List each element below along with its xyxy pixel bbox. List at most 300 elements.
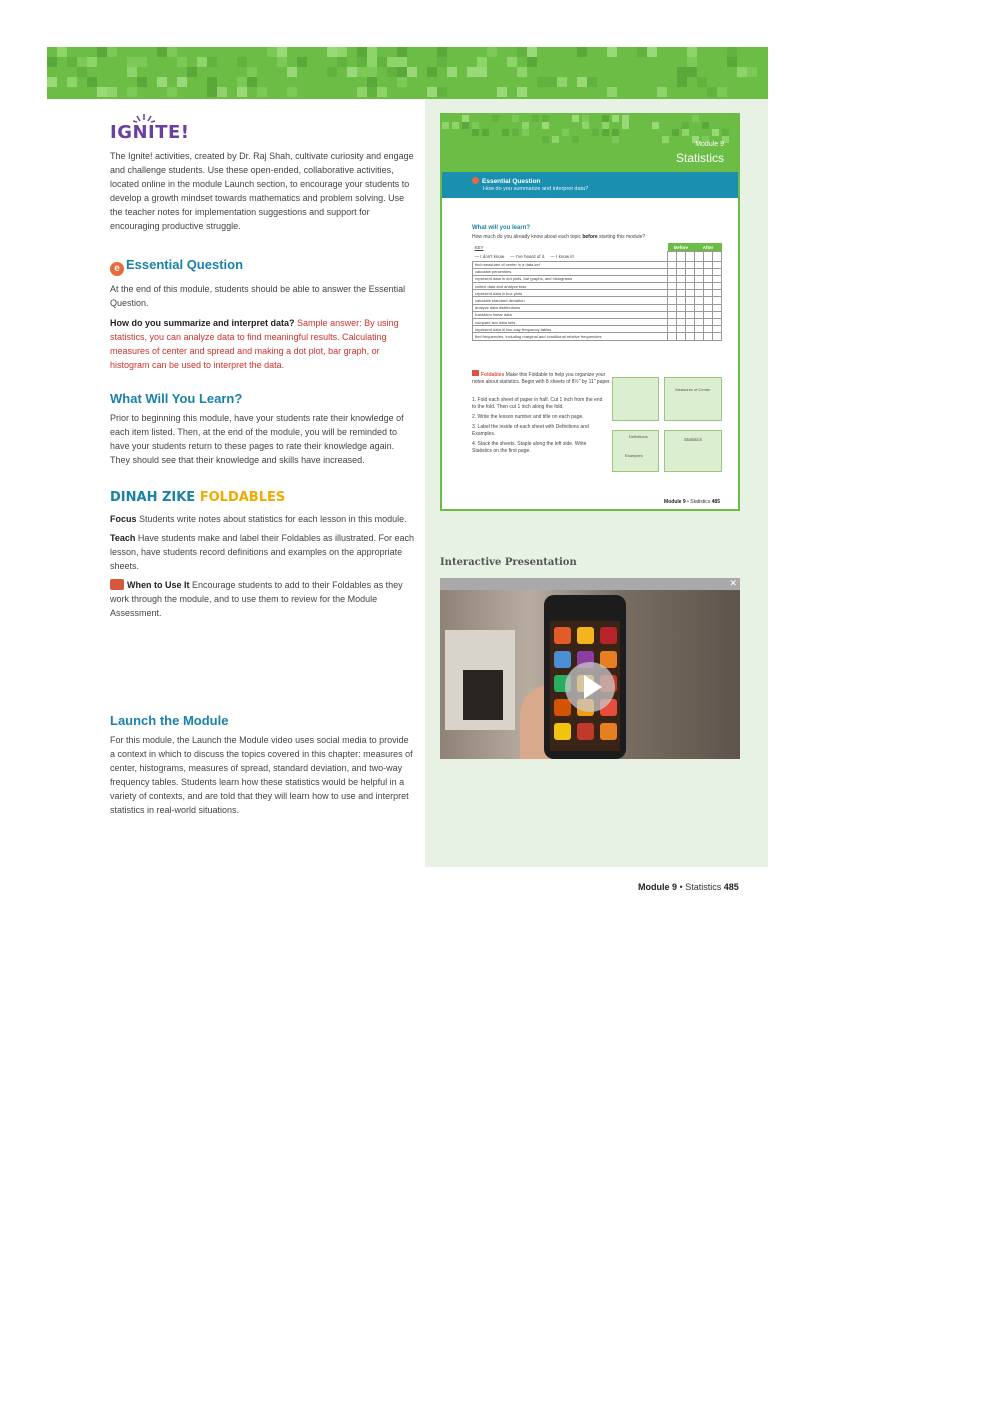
- banner-pixel: [327, 47, 337, 57]
- rating-cell[interactable]: [704, 311, 713, 318]
- rating-cell[interactable]: [677, 290, 686, 297]
- banner-pixel: [377, 57, 387, 67]
- banner-pixel: [77, 67, 87, 77]
- banner-pixel: [727, 47, 737, 57]
- banner-pixel: [247, 77, 257, 87]
- banner-pixel: [357, 57, 367, 67]
- thumb-banner-pixel: [612, 129, 619, 136]
- launch-module-heading: Launch the Module: [110, 713, 229, 728]
- rating-cell[interactable]: [668, 319, 677, 326]
- banner-pixel: [107, 87, 117, 97]
- thumb-banner-pixel: [652, 122, 659, 129]
- rating-cell[interactable]: [695, 326, 704, 333]
- thumb-banner-pixel: [672, 129, 679, 136]
- thumb-banner-pixel: [572, 115, 579, 122]
- app-icon: [600, 627, 617, 644]
- app-icon: [577, 723, 594, 740]
- thumb-banner-pixel: [662, 136, 669, 143]
- knowledge-row-label: transform linear data: [473, 311, 668, 318]
- rating-cell[interactable]: [686, 290, 695, 297]
- banner-pixel: [427, 87, 437, 97]
- thumbnail-footer: Module 9 • Statistics 485: [664, 499, 720, 505]
- rating-cell[interactable]: [704, 290, 713, 297]
- banner-pixel: [197, 57, 207, 67]
- rating-cell[interactable]: [704, 275, 713, 282]
- banner-pixel: [237, 57, 247, 67]
- knowledge-row-label: analyze data distributions: [473, 304, 668, 311]
- knowledge-row: [473, 290, 722, 297]
- rating-cell[interactable]: [695, 297, 704, 304]
- rating-cell[interactable]: [695, 311, 704, 318]
- banner-pixel: [587, 77, 597, 87]
- rating-cell[interactable]: [704, 261, 713, 268]
- banner-pixel: [167, 47, 177, 57]
- banner-pixel: [97, 87, 107, 97]
- key-legend: — I don't know. — I've heard of it. — I know it!: [474, 253, 574, 259]
- banner-pixel: [437, 87, 447, 97]
- rating-cell[interactable]: [668, 326, 677, 333]
- knowledge-row: [473, 268, 722, 275]
- banner-pixel: [57, 47, 67, 57]
- knowledge-row: [473, 326, 722, 333]
- rating-cell[interactable]: [713, 268, 722, 275]
- rating-cell[interactable]: [677, 311, 686, 318]
- thumb-banner-pixel: [542, 136, 549, 143]
- thumbnail-title: Statistics: [675, 151, 724, 165]
- banner-pixel: [727, 57, 737, 67]
- rating-cell[interactable]: [704, 319, 713, 326]
- rating-cell[interactable]: [695, 319, 704, 326]
- app-icon: [554, 651, 571, 668]
- knowledge-row: [473, 333, 722, 340]
- foldable-card-statistics-label: Statistics: [683, 437, 702, 442]
- banner-pixel: [407, 67, 417, 77]
- rating-cell[interactable]: [704, 326, 713, 333]
- banner-pixel: [97, 47, 107, 57]
- banner-pixel: [87, 57, 97, 67]
- banner-pixel: [187, 67, 197, 77]
- banner-pixel: [267, 47, 277, 57]
- knowledge-row-label: represent data in dot plots, bar graphs, and histograms: [473, 275, 668, 282]
- rating-cell[interactable]: [686, 275, 695, 282]
- rating-cell[interactable]: [677, 319, 686, 326]
- banner-pixel: [367, 57, 377, 67]
- banner-pixel: [517, 67, 527, 77]
- thumb-banner-pixel: [602, 129, 609, 136]
- foldables-book-icon: [110, 579, 124, 590]
- essential-question-intro: At the end of this module, students should be able to answer the Essential Question.: [110, 284, 406, 308]
- knowledge-row-label: find frequencies, including marginal and conditional relative frequencies: [473, 333, 668, 340]
- rating-cell[interactable]: [713, 304, 722, 311]
- close-icon[interactable]: ✕: [729, 578, 737, 588]
- knowledge-row: [473, 283, 722, 290]
- thumb-banner-pixel: [532, 115, 539, 122]
- thumbnail-foldables-icon: [472, 370, 479, 376]
- key-icon-cell: [713, 252, 722, 262]
- rating-cell[interactable]: [713, 333, 722, 340]
- thumb-banner-pixel: [462, 122, 469, 129]
- rating-cell[interactable]: [677, 283, 686, 290]
- banner-pixel: [687, 67, 697, 77]
- thumbnail-wwyl-heading: What will you learn?: [472, 225, 531, 231]
- rating-cell[interactable]: [677, 297, 686, 304]
- banner-pixel: [177, 77, 187, 87]
- rating-cell[interactable]: [677, 268, 686, 275]
- essential-question-text: How do you summarize and interpret data?: [110, 318, 295, 328]
- knowledge-row-label: compare two data sets: [473, 319, 668, 326]
- banner-pixel: [427, 67, 437, 77]
- thumb-banner-pixel: [592, 129, 599, 136]
- rating-cell[interactable]: [686, 319, 695, 326]
- banner-pixel: [497, 87, 507, 97]
- banner-pixel: [157, 77, 167, 87]
- foldable-illustration-4: [664, 430, 722, 472]
- rating-cell[interactable]: [668, 261, 677, 268]
- fireplace: [445, 630, 515, 730]
- what-will-you-learn-text: Prior to beginning this module, have your students rate their knowledge of each item listed. Then, at the end of the module, you will be reminded to have your students return to these pages to rate their knowledge again. They should see that their knowledge and skills have increased.: [110, 413, 404, 465]
- thumb-banner-pixel: [512, 129, 519, 136]
- banner-pixel: [447, 67, 457, 77]
- banner-pixel: [547, 77, 557, 87]
- banner-pixel: [87, 77, 97, 87]
- thumb-banner-pixel: [622, 115, 629, 122]
- banner-pixel: [647, 47, 657, 57]
- rating-cell[interactable]: [686, 333, 695, 340]
- banner-pixel: [367, 77, 377, 87]
- foldable-step: 2. Write the lesson number and title on each page.: [472, 414, 584, 420]
- rating-cell[interactable]: [668, 333, 677, 340]
- banner-pixel: [137, 77, 147, 87]
- key-label: KEY: [474, 244, 484, 250]
- banner-pixel: [687, 47, 697, 57]
- rating-cell[interactable]: [713, 290, 722, 297]
- app-icon: [554, 699, 571, 716]
- banner-pixel: [717, 87, 727, 97]
- sample-answer: Sample answer: By using statistics, you can analyze data to find meaningful results. Calculating measures of center and spread and making a dot plot, bar graph, or histogram can be used to interpret the data.: [110, 318, 399, 370]
- key-icon-cell: [695, 252, 704, 262]
- rating-cell[interactable]: [668, 275, 677, 282]
- banner-pixel: [517, 87, 527, 97]
- thumb-banner-pixel: [462, 115, 469, 122]
- thumb-banner-pixel: [682, 122, 689, 129]
- banner-pixel: [467, 67, 477, 77]
- knowledge-row: [473, 261, 722, 268]
- app-icon: [577, 627, 594, 644]
- banner-pixel: [297, 57, 307, 67]
- thumbnail-banner: [442, 115, 738, 172]
- thumb-banner-pixel: [712, 129, 719, 136]
- banner-pixel: [77, 57, 87, 67]
- banner-pixel: [67, 57, 77, 67]
- knowledge-row-label: find measures of center in a data set: [473, 261, 668, 268]
- banner-pixel: [47, 57, 57, 67]
- thumbnail-essential-question-bar: [442, 172, 738, 198]
- thumb-banner-pixel: [622, 122, 629, 129]
- banner-pixel: [357, 87, 367, 97]
- thumb-banner-pixel: [522, 122, 529, 129]
- knowledge-row-label: calculate percentiles: [473, 268, 668, 275]
- rating-cell[interactable]: [686, 261, 695, 268]
- what-will-you-learn-heading: What Will You Learn?: [110, 391, 243, 406]
- rating-cell[interactable]: [686, 283, 695, 290]
- banner-pixel: [577, 47, 587, 57]
- banner-pixel: [127, 67, 137, 77]
- before-header: Before: [668, 243, 695, 252]
- banner-pixel: [387, 57, 397, 67]
- thumbnail-eq-icon: [472, 177, 479, 184]
- banner-pixel: [397, 47, 407, 57]
- banner-pixel: [207, 87, 217, 97]
- knowledge-table: [472, 243, 722, 341]
- rating-cell[interactable]: [713, 261, 722, 268]
- banner-pixel: [217, 87, 227, 97]
- banner-pixel: [397, 57, 407, 67]
- thumbnail-foldables-intro: Foldables Make this Foldable to help you organize your notes about statistics. Begin with 8 sheets of 8½" by 11" paper.: [472, 372, 611, 385]
- banner-pixel: [287, 87, 297, 97]
- banner-pixel: [657, 87, 667, 97]
- rating-cell[interactable]: [695, 268, 704, 275]
- foldable-step: 1. Fold each sheet of paper in half. Cut 1 inch from the end to the fold. Then cut 1 inch along the fold.: [472, 397, 603, 410]
- foldable-step: 4. Stack the sheets. Staple along the left side. Write Statistics on the first page.: [472, 441, 587, 454]
- rating-cell[interactable]: [704, 283, 713, 290]
- banner-pixel: [277, 47, 287, 57]
- banner-pixel: [47, 77, 57, 87]
- essential-question-heading: e Essential Question: [110, 257, 415, 276]
- banner-pixel: [377, 87, 387, 97]
- thumb-banner-pixel: [472, 122, 479, 129]
- banner-pixel: [397, 67, 407, 77]
- rating-cell[interactable]: [677, 333, 686, 340]
- rating-cell[interactable]: [677, 304, 686, 311]
- play-button[interactable]: [565, 662, 615, 712]
- after-header: After: [695, 243, 722, 252]
- thumb-banner-pixel: [502, 129, 509, 136]
- banner-pixel: [157, 47, 167, 57]
- banner-pixel: [247, 67, 257, 77]
- knowledge-row: [473, 304, 722, 311]
- banner-pixel: [127, 87, 137, 97]
- rating-cell[interactable]: [668, 290, 677, 297]
- thumbnail-foldables-steps: [472, 397, 607, 458]
- banner-pixel: [337, 57, 347, 67]
- essential-question-icon: e: [110, 262, 124, 276]
- banner-pixel: [257, 87, 267, 97]
- thumb-banner-pixel: [612, 115, 619, 122]
- foldable-card-measures-label: Measures of Center: [675, 387, 711, 392]
- thumb-banner-pixel: [562, 129, 569, 136]
- foldable-illustration-2: [664, 377, 722, 421]
- rating-cell[interactable]: [704, 297, 713, 304]
- banner-pixel: [557, 77, 567, 87]
- banner-pixel: [357, 67, 367, 77]
- banner-pixel: [107, 47, 117, 57]
- banner-pixel: [357, 47, 367, 57]
- key-icon-cell: [704, 252, 713, 262]
- rating-cell[interactable]: [695, 333, 704, 340]
- banner-pixel: [737, 67, 747, 77]
- banner-pixel: [437, 47, 447, 57]
- rating-cell[interactable]: [677, 275, 686, 282]
- thumbnail-module-label: Module 9: [695, 141, 724, 148]
- banner-pixel: [327, 67, 337, 77]
- thumb-banner-pixel: [452, 122, 459, 129]
- foldables-focus: Focus Students write notes about statistics for each lesson in this module.: [110, 514, 407, 524]
- banner-pixel: [607, 87, 617, 97]
- key-icon-cell: [686, 252, 695, 262]
- banner-pixel: [367, 67, 377, 77]
- thumb-banner-pixel: [722, 129, 729, 136]
- rating-cell[interactable]: [713, 326, 722, 333]
- banner-pixel: [677, 77, 687, 87]
- rating-cell[interactable]: [713, 297, 722, 304]
- banner-pixel: [747, 67, 757, 77]
- banner-pixel: [677, 67, 687, 77]
- thumb-banner-pixel: [552, 136, 559, 143]
- essential-question-answer-block: [110, 316, 415, 372]
- rating-cell[interactable]: [668, 311, 677, 318]
- thumbnail-eq-text: How do you summarize and interpret data?: [483, 186, 589, 192]
- rating-cell[interactable]: [695, 275, 704, 282]
- video-player[interactable]: [440, 590, 740, 759]
- interactive-presentation-heading: Interactive Presentation: [440, 557, 577, 568]
- thumb-banner-pixel: [612, 136, 619, 143]
- banner-pixel: [207, 57, 217, 67]
- banner-pixel: [527, 57, 537, 67]
- rating-cell[interactable]: [668, 268, 677, 275]
- knowledge-row: [473, 297, 722, 304]
- key-icon-cell: [677, 252, 686, 262]
- app-icon: [554, 723, 571, 740]
- rating-cell[interactable]: [686, 304, 695, 311]
- thumbnail-how-much: How much do you already know about each topic before starting this module?: [472, 234, 646, 240]
- thumb-banner-pixel: [512, 115, 519, 122]
- banner-pixel: [167, 87, 177, 97]
- rating-cell[interactable]: [713, 283, 722, 290]
- rating-cell[interactable]: [713, 319, 722, 326]
- banner-pixel: [207, 77, 217, 87]
- key-icon-cell: [668, 252, 677, 262]
- knowledge-row-label: represent data in two-way frequency tables: [473, 326, 668, 333]
- rating-cell[interactable]: [695, 283, 704, 290]
- banner-pixel: [637, 47, 647, 57]
- rating-cell[interactable]: [668, 283, 677, 290]
- thumb-banner-pixel: [572, 136, 579, 143]
- banner-pixel: [177, 57, 187, 67]
- banner-pixel: [537, 77, 547, 87]
- student-page-thumbnail: [440, 113, 740, 511]
- banner-pixel: [487, 47, 497, 57]
- banner-pixel: [687, 57, 697, 67]
- fireplace-opening: [463, 670, 503, 720]
- banner-pixel: [527, 47, 537, 57]
- thumb-banner-pixel: [442, 122, 449, 129]
- banner-pixel: [387, 67, 397, 77]
- rating-cell[interactable]: [677, 326, 686, 333]
- thumb-banner-pixel: [692, 115, 699, 122]
- banner-pixel: [577, 77, 587, 87]
- rating-cell[interactable]: [713, 275, 722, 282]
- banner-pixel: [347, 67, 357, 77]
- rating-cell[interactable]: [704, 304, 713, 311]
- thumb-banner-pixel: [472, 129, 479, 136]
- launch-module-text: For this module, the Launch the Module video uses social media to provide a context in which to discuss the topics covered in this chapter: measures of center, histograms, measures of spread, standard deviation, and two-way frequency tables. Students learn how these statistics would be helpful in a variety of contexts, and are told that they will learn how to use and interpret statistics in real-world situations.: [110, 735, 413, 815]
- knowledge-row-label: calculate standard deviation: [473, 297, 668, 304]
- ignite-logo: IGNITE!: [110, 122, 190, 143]
- banner-pixel: [127, 57, 137, 67]
- thumb-banner-pixel: [582, 122, 589, 129]
- banner-pixel: [517, 47, 527, 57]
- banner-pixel: [287, 67, 297, 77]
- rating-cell[interactable]: [713, 311, 722, 318]
- video-titlebar: [440, 578, 740, 590]
- thumb-banner-pixel: [702, 122, 709, 129]
- foldable-step: 3. Label the inside of each sheet with Definitions and Examples.: [472, 424, 589, 437]
- rating-cell[interactable]: [686, 268, 695, 275]
- banner-pixel: [607, 47, 617, 57]
- rating-cell[interactable]: [704, 333, 713, 340]
- rating-cell[interactable]: [695, 261, 704, 268]
- banner-pixel: [477, 67, 487, 77]
- banner-pixel: [397, 77, 407, 87]
- banner-pixel: [67, 77, 77, 87]
- knowledge-row-label: collect data and analyze bias: [473, 283, 668, 290]
- banner-pixel: [237, 87, 247, 97]
- banner-pixel: [367, 87, 377, 97]
- foldable-card-examples-label: Examples: [625, 453, 643, 458]
- banner-pixel: [477, 57, 487, 67]
- rating-cell[interactable]: [695, 290, 704, 297]
- thumb-banner-pixel: [522, 129, 529, 136]
- rating-cell[interactable]: [668, 297, 677, 304]
- app-icon: [554, 627, 571, 644]
- foldable-illustration-1: [612, 377, 659, 421]
- banner-pixel: [697, 77, 707, 87]
- foldable-illustration-3: [612, 430, 659, 472]
- thumb-banner-pixel: [602, 122, 609, 129]
- banner-pixel: [277, 57, 287, 67]
- knowledge-row: [473, 275, 722, 282]
- banner-pixel: [507, 57, 517, 67]
- banner-pixel: [337, 47, 347, 57]
- page-footer: Module 9 • Statistics 485: [638, 882, 739, 892]
- rating-cell[interactable]: [677, 261, 686, 268]
- banner-pixel: [707, 87, 717, 97]
- ignite-text: The Ignite! activities, created by Dr. Raj Shah, cultivate curiosity and engage and challenge students. Use these open-ended, collaborative activities, located online in the module Launch section, to encourage your students to develop a growth mindset towards mathematics and problem solving. Use the teacher notes for implementation suggestions and support for encouraging productive struggle.: [110, 151, 414, 231]
- thumbnail-eq-label: Essential Question: [472, 177, 541, 185]
- rating-cell[interactable]: [695, 304, 704, 311]
- thumb-banner-pixel: [682, 129, 689, 136]
- knowledge-row: [473, 311, 722, 318]
- rating-cell[interactable]: [686, 297, 695, 304]
- banner-pixel: [237, 77, 247, 87]
- thumb-banner-pixel: [482, 129, 489, 136]
- thumb-banner-pixel: [602, 115, 609, 122]
- thumb-banner-pixel: [492, 115, 499, 122]
- knowledge-row-label: represent data in box plots: [473, 290, 668, 297]
- banner-pixel: [367, 47, 377, 57]
- thumb-banner-pixel: [542, 122, 549, 129]
- foldables-teach: Teach Have students make and label their Foldables as illustrated. For each lesson, have students record definitions and examples on the appropriate sheets.: [110, 533, 415, 571]
- rating-cell[interactable]: [668, 304, 677, 311]
- thumb-banner-pixel: [582, 115, 589, 122]
- knowledge-row: [473, 319, 722, 326]
- rating-cell[interactable]: [686, 326, 695, 333]
- rating-cell[interactable]: [686, 311, 695, 318]
- banner-pixel: [137, 57, 147, 67]
- rating-cell[interactable]: [704, 268, 713, 275]
- foldables-when: When to Use It Encourage students to add to their Foldables as they work through the module, and to use them to review for the Module Assessment.: [110, 580, 403, 618]
- header-banner: [47, 47, 768, 99]
